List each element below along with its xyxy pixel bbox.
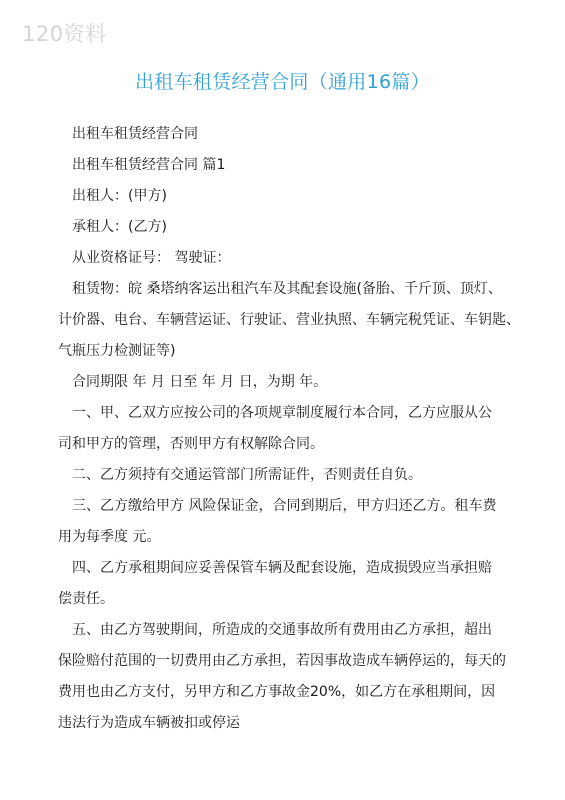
text-line: 五、由乙方驾驶期间，所造成的交通事故所有费用由乙方承担，超出: [72, 622, 492, 638]
document-title: 出租车租赁经营合同（通用16篇）: [135, 71, 430, 93]
text-line: 违法行为造成车辆被扣或停运: [58, 715, 240, 731]
text-line: 用为每季度 元。: [58, 529, 161, 545]
text-line: 计价器、电台、车辆营运证、行驶证、营业执照、车辆完税凭证、车钥匙、: [58, 312, 520, 328]
text-line: 四、乙方承租期间应妥善保管车辆及配套设施，造成损毁应当承担赔: [72, 560, 492, 576]
text-line: 出租车租赁经营合同: [72, 126, 198, 142]
text-line: 一、甲、乙双方应按公司的各项规章制度履行本合同，乙方应服从公: [72, 405, 492, 421]
text-line: 偿责任。: [58, 591, 114, 607]
document-body: [58, 119, 518, 739]
text-line: 三、乙方缴给甲方 风险保证金，合同到期后，甲方归还乙方。租车费: [72, 498, 497, 514]
text-line: 出租人：(甲方): [72, 188, 167, 204]
text-line: 租赁物：皖 桑塔纳客运出租汽车及其配套设施(备胎、千斤顶、顶灯、: [72, 281, 502, 297]
text-line: 保险赔付范围的一切费用由乙方承担，若因事故造成车辆停运的，每天的: [58, 653, 506, 669]
text-line: 气瓶压力检测证等): [58, 343, 176, 359]
text-line: 司和甲方的管理，否则甲方有权解除合同。: [58, 436, 324, 452]
text-line: 承租人：(乙方): [72, 219, 167, 235]
text-line: 出租车租赁经营合同 篇1: [72, 157, 226, 173]
text-line: 费用也由乙方支付，另甲方和乙方事故金20%，如乙方在承租期间，因: [58, 684, 496, 700]
text-line: 合同期限 年 月 日至 年 月 日，为期 年。: [72, 374, 328, 390]
text-line: 从业资格证号： 驾驶证：: [72, 250, 231, 266]
text-line: 二、乙方须持有交通运管部门所需证件，否则责任自负。: [72, 467, 422, 483]
watermark: 120资料: [22, 22, 107, 46]
